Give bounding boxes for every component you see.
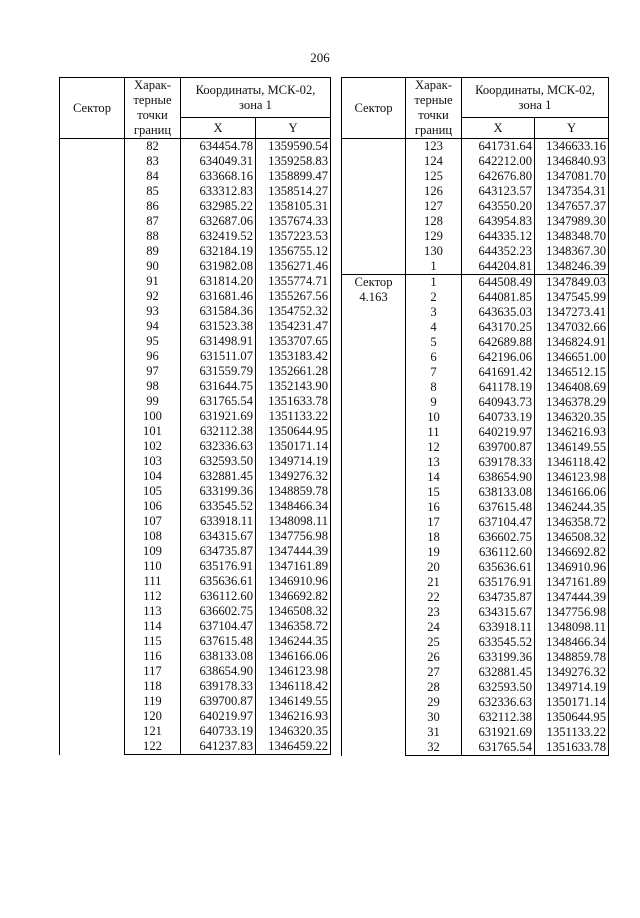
- point-number-cell: 100: [125, 409, 181, 424]
- point-number-cell: 27: [406, 665, 462, 680]
- sector-cell: [60, 139, 125, 755]
- x-coordinate-cell: 643550.20: [462, 199, 535, 214]
- header-points: Харак-терные точки границ: [125, 78, 181, 139]
- header-points: Харак-терные точки границ: [406, 78, 462, 139]
- point-number-cell: 115: [125, 634, 181, 649]
- x-coordinate-cell: 631814.20: [181, 274, 256, 289]
- point-number-cell: 10: [406, 410, 462, 425]
- y-coordinate-cell: 1346508.32: [256, 604, 331, 619]
- y-coordinate-cell: 1354231.47: [256, 319, 331, 334]
- y-coordinate-cell: 1350644.95: [535, 710, 609, 725]
- sector-cell: [342, 139, 406, 275]
- y-coordinate-cell: 1351633.78: [256, 394, 331, 409]
- x-coordinate-cell: 638654.90: [181, 664, 256, 679]
- y-coordinate-cell: 1347849.03: [535, 275, 609, 291]
- y-coordinate-cell: 1348098.11: [535, 620, 609, 635]
- x-coordinate-cell: 632112.38: [181, 424, 256, 439]
- point-number-cell: 4: [406, 320, 462, 335]
- header-coordinates: Координаты, МСК-02, зона 1: [181, 78, 331, 118]
- point-number-cell: 82: [125, 139, 181, 155]
- y-coordinate-cell: 1346149.55: [535, 440, 609, 455]
- header-y: Y: [256, 118, 331, 139]
- x-coordinate-cell: 631498.91: [181, 334, 256, 349]
- point-number-cell: 116: [125, 649, 181, 664]
- y-coordinate-cell: 1346910.96: [535, 560, 609, 575]
- point-number-cell: 126: [406, 184, 462, 199]
- x-coordinate-cell: 640219.97: [181, 709, 256, 724]
- x-coordinate-cell: 644081.85: [462, 290, 535, 305]
- x-coordinate-cell: 631559.79: [181, 364, 256, 379]
- x-coordinate-cell: 632881.45: [181, 469, 256, 484]
- x-coordinate-cell: 642689.88: [462, 335, 535, 350]
- x-coordinate-cell: 638654.90: [462, 470, 535, 485]
- point-number-cell: 108: [125, 529, 181, 544]
- header-x: X: [181, 118, 256, 139]
- x-coordinate-cell: 635176.91: [462, 575, 535, 590]
- x-coordinate-cell: 639700.87: [181, 694, 256, 709]
- y-coordinate-cell: 1347161.89: [256, 559, 331, 574]
- y-coordinate-cell: 1346824.91: [535, 335, 609, 350]
- header-coordinates: Координаты, МСК-02, зона 1: [462, 78, 609, 118]
- y-coordinate-cell: 1348348.70: [535, 229, 609, 244]
- x-coordinate-cell: 643123.57: [462, 184, 535, 199]
- point-number-cell: 3: [406, 305, 462, 320]
- y-coordinate-cell: 1357223.53: [256, 229, 331, 244]
- point-number-cell: 30: [406, 710, 462, 725]
- x-coordinate-cell: 631982.08: [181, 259, 256, 274]
- x-coordinate-cell: 633312.83: [181, 184, 256, 199]
- point-number-cell: 120: [125, 709, 181, 724]
- x-coordinate-cell: 636602.75: [462, 530, 535, 545]
- point-number-cell: 1: [406, 259, 462, 275]
- y-coordinate-cell: 1356271.46: [256, 259, 331, 274]
- point-number-cell: 91: [125, 274, 181, 289]
- point-number-cell: 119: [125, 694, 181, 709]
- y-coordinate-cell: 1351133.22: [535, 725, 609, 740]
- coordinates-table-right: [341, 77, 609, 756]
- x-coordinate-cell: 643635.03: [462, 305, 535, 320]
- point-number-cell: 7: [406, 365, 462, 380]
- point-number-cell: 85: [125, 184, 181, 199]
- x-coordinate-cell: 632184.19: [181, 244, 256, 259]
- x-coordinate-cell: 637615.48: [181, 634, 256, 649]
- y-coordinate-cell: 1347657.37: [535, 199, 609, 214]
- y-coordinate-cell: 1347756.98: [535, 605, 609, 620]
- point-number-cell: 22: [406, 590, 462, 605]
- y-coordinate-cell: 1358514.27: [256, 184, 331, 199]
- x-coordinate-cell: 631511.07: [181, 349, 256, 364]
- x-coordinate-cell: 644204.81: [462, 259, 535, 275]
- x-coordinate-cell: 641731.64: [462, 139, 535, 155]
- point-number-cell: 129: [406, 229, 462, 244]
- x-coordinate-cell: 631681.46: [181, 289, 256, 304]
- y-coordinate-cell: 1346512.15: [535, 365, 609, 380]
- x-coordinate-cell: 637615.48: [462, 500, 535, 515]
- y-coordinate-cell: 1346910.96: [256, 574, 331, 589]
- y-coordinate-cell: 1348098.11: [256, 514, 331, 529]
- x-coordinate-cell: 636602.75: [181, 604, 256, 619]
- y-coordinate-cell: 1347032.66: [535, 320, 609, 335]
- x-coordinate-cell: 640733.19: [462, 410, 535, 425]
- point-number-cell: 23: [406, 605, 462, 620]
- point-number-cell: 2: [406, 290, 462, 305]
- point-number-cell: 24: [406, 620, 462, 635]
- x-coordinate-cell: 631921.69: [181, 409, 256, 424]
- point-number-cell: 109: [125, 544, 181, 559]
- point-number-cell: 107: [125, 514, 181, 529]
- x-coordinate-cell: 631921.69: [462, 725, 535, 740]
- x-coordinate-cell: 631523.38: [181, 319, 256, 334]
- point-number-cell: 31: [406, 725, 462, 740]
- y-coordinate-cell: 1349714.19: [256, 454, 331, 469]
- y-coordinate-cell: 1348466.34: [535, 635, 609, 650]
- y-coordinate-cell: 1359590.54: [256, 139, 331, 155]
- x-coordinate-cell: 641237.83: [181, 739, 256, 755]
- x-coordinate-cell: 637104.47: [181, 619, 256, 634]
- point-number-cell: 125: [406, 169, 462, 184]
- x-coordinate-cell: 643954.83: [462, 214, 535, 229]
- point-number-cell: 118: [125, 679, 181, 694]
- point-number-cell: 98: [125, 379, 181, 394]
- x-coordinate-cell: 639178.33: [181, 679, 256, 694]
- table-row: [60, 139, 331, 155]
- y-coordinate-cell: 1347989.30: [535, 214, 609, 229]
- x-coordinate-cell: 640219.97: [462, 425, 535, 440]
- y-coordinate-cell: 1348859.78: [535, 650, 609, 665]
- point-number-cell: 128: [406, 214, 462, 229]
- point-number-cell: 16: [406, 500, 462, 515]
- y-coordinate-cell: 1350171.14: [256, 439, 331, 454]
- x-coordinate-cell: 640943.73: [462, 395, 535, 410]
- point-number-cell: 102: [125, 439, 181, 454]
- x-coordinate-cell: 643170.25: [462, 320, 535, 335]
- point-number-cell: 95: [125, 334, 181, 349]
- y-coordinate-cell: 1346123.98: [535, 470, 609, 485]
- point-number-cell: 130: [406, 244, 462, 259]
- x-coordinate-cell: 633918.11: [462, 620, 535, 635]
- y-coordinate-cell: 1346166.06: [256, 649, 331, 664]
- x-coordinate-cell: 642676.80: [462, 169, 535, 184]
- y-coordinate-cell: 1353183.42: [256, 349, 331, 364]
- x-coordinate-cell: 632419.52: [181, 229, 256, 244]
- point-number-cell: 17: [406, 515, 462, 530]
- x-coordinate-cell: 633918.11: [181, 514, 256, 529]
- point-number-cell: 103: [125, 454, 181, 469]
- point-number-cell: 99: [125, 394, 181, 409]
- point-number-cell: 101: [125, 424, 181, 439]
- point-number-cell: 18: [406, 530, 462, 545]
- x-coordinate-cell: 641178.19: [462, 380, 535, 395]
- point-number-cell: 14: [406, 470, 462, 485]
- x-coordinate-cell: 632112.38: [462, 710, 535, 725]
- y-coordinate-cell: 1346378.29: [535, 395, 609, 410]
- y-coordinate-cell: 1346149.55: [256, 694, 331, 709]
- y-coordinate-cell: 1349714.19: [535, 680, 609, 695]
- point-number-cell: 86: [125, 199, 181, 214]
- y-coordinate-cell: 1347161.89: [535, 575, 609, 590]
- x-coordinate-cell: 632336.63: [181, 439, 256, 454]
- x-coordinate-cell: 632593.50: [462, 680, 535, 695]
- x-coordinate-cell: 634454.78: [181, 139, 256, 155]
- x-coordinate-cell: 632593.50: [181, 454, 256, 469]
- x-coordinate-cell: 632336.63: [462, 695, 535, 710]
- point-number-cell: 20: [406, 560, 462, 575]
- x-coordinate-cell: 633545.52: [181, 499, 256, 514]
- header-x: X: [462, 118, 535, 139]
- point-number-cell: 96: [125, 349, 181, 364]
- point-number-cell: 93: [125, 304, 181, 319]
- y-coordinate-cell: 1356755.12: [256, 244, 331, 259]
- x-coordinate-cell: 637104.47: [462, 515, 535, 530]
- x-coordinate-cell: 635176.91: [181, 559, 256, 574]
- x-coordinate-cell: 632881.45: [462, 665, 535, 680]
- point-number-cell: 105: [125, 484, 181, 499]
- x-coordinate-cell: 634735.87: [181, 544, 256, 559]
- y-coordinate-cell: 1347354.31: [535, 184, 609, 199]
- page-number: 206: [310, 50, 330, 65]
- y-coordinate-cell: 1346216.93: [535, 425, 609, 440]
- y-coordinate-cell: 1349276.32: [535, 665, 609, 680]
- point-number-cell: 88: [125, 229, 181, 244]
- table-row: [342, 275, 609, 291]
- header-sector: Сектор: [60, 78, 125, 139]
- point-number-cell: 13: [406, 455, 462, 470]
- point-number-cell: 117: [125, 664, 181, 679]
- x-coordinate-cell: 636112.60: [462, 545, 535, 560]
- y-coordinate-cell: 1346358.72: [535, 515, 609, 530]
- y-coordinate-cell: 1358105.31: [256, 199, 331, 214]
- y-coordinate-cell: 1348859.78: [256, 484, 331, 499]
- point-number-cell: 111: [125, 574, 181, 589]
- x-coordinate-cell: 633668.16: [181, 169, 256, 184]
- x-coordinate-cell: 638133.08: [181, 649, 256, 664]
- point-number-cell: 114: [125, 619, 181, 634]
- x-coordinate-cell: 642212.00: [462, 154, 535, 169]
- x-coordinate-cell: 633199.36: [462, 650, 535, 665]
- y-coordinate-cell: 1347081.70: [535, 169, 609, 184]
- point-number-cell: 122: [125, 739, 181, 755]
- y-coordinate-cell: 1346633.16: [535, 139, 609, 155]
- right-table-body: [342, 139, 609, 756]
- y-coordinate-cell: 1350644.95: [256, 424, 331, 439]
- y-coordinate-cell: 1352143.90: [256, 379, 331, 394]
- point-number-cell: 15: [406, 485, 462, 500]
- x-coordinate-cell: 631644.75: [181, 379, 256, 394]
- point-number-cell: 25: [406, 635, 462, 650]
- point-number-cell: 87: [125, 214, 181, 229]
- y-coordinate-cell: 1346123.98: [256, 664, 331, 679]
- y-coordinate-cell: 1347756.98: [256, 529, 331, 544]
- y-coordinate-cell: 1359258.83: [256, 154, 331, 169]
- x-coordinate-cell: 639178.33: [462, 455, 535, 470]
- point-number-cell: 26: [406, 650, 462, 665]
- left-table-body: [60, 139, 331, 755]
- sector-cell: Сектор 4.163: [342, 275, 406, 756]
- x-coordinate-cell: 641691.42: [462, 365, 535, 380]
- x-coordinate-cell: 634315.67: [462, 605, 535, 620]
- point-number-cell: 32: [406, 740, 462, 756]
- x-coordinate-cell: 631584.36: [181, 304, 256, 319]
- y-coordinate-cell: 1346118.42: [256, 679, 331, 694]
- y-coordinate-cell: 1350171.14: [535, 695, 609, 710]
- y-coordinate-cell: 1346692.82: [256, 589, 331, 604]
- point-number-cell: 19: [406, 545, 462, 560]
- y-coordinate-cell: 1348466.34: [256, 499, 331, 514]
- point-number-cell: 112: [125, 589, 181, 604]
- y-coordinate-cell: 1346320.35: [535, 410, 609, 425]
- y-coordinate-cell: 1347545.99: [535, 290, 609, 305]
- y-coordinate-cell: 1346118.42: [535, 455, 609, 470]
- y-coordinate-cell: 1349276.32: [256, 469, 331, 484]
- y-coordinate-cell: 1351633.78: [535, 740, 609, 756]
- y-coordinate-cell: 1346244.35: [535, 500, 609, 515]
- x-coordinate-cell: 638133.08: [462, 485, 535, 500]
- y-coordinate-cell: 1346320.35: [256, 724, 331, 739]
- x-coordinate-cell: 634315.67: [181, 529, 256, 544]
- y-coordinate-cell: 1354752.32: [256, 304, 331, 319]
- point-number-cell: 83: [125, 154, 181, 169]
- header-y: Y: [535, 118, 609, 139]
- point-number-cell: 84: [125, 169, 181, 184]
- point-number-cell: 110: [125, 559, 181, 574]
- x-coordinate-cell: 634049.31: [181, 154, 256, 169]
- point-number-cell: 121: [125, 724, 181, 739]
- y-coordinate-cell: 1353707.65: [256, 334, 331, 349]
- y-coordinate-cell: 1358899.47: [256, 169, 331, 184]
- header-sector: Сектор: [342, 78, 406, 139]
- y-coordinate-cell: 1347444.39: [256, 544, 331, 559]
- x-coordinate-cell: 644335.12: [462, 229, 535, 244]
- point-number-cell: 90: [125, 259, 181, 274]
- point-number-cell: 94: [125, 319, 181, 334]
- x-coordinate-cell: 634735.87: [462, 590, 535, 605]
- point-number-cell: 8: [406, 380, 462, 395]
- x-coordinate-cell: 631765.54: [181, 394, 256, 409]
- x-coordinate-cell: 631765.54: [462, 740, 535, 756]
- y-coordinate-cell: 1352661.28: [256, 364, 331, 379]
- y-coordinate-cell: 1346244.35: [256, 634, 331, 649]
- table-row: [342, 139, 609, 155]
- x-coordinate-cell: 639700.87: [462, 440, 535, 455]
- y-coordinate-cell: 1357674.33: [256, 214, 331, 229]
- point-number-cell: 6: [406, 350, 462, 365]
- coordinates-table-left: [59, 77, 331, 755]
- y-coordinate-cell: 1346651.00: [535, 350, 609, 365]
- y-coordinate-cell: 1346692.82: [535, 545, 609, 560]
- x-coordinate-cell: 636112.60: [181, 589, 256, 604]
- y-coordinate-cell: 1346358.72: [256, 619, 331, 634]
- y-coordinate-cell: 1346508.32: [535, 530, 609, 545]
- x-coordinate-cell: 633199.36: [181, 484, 256, 499]
- y-coordinate-cell: 1348367.30: [535, 244, 609, 259]
- point-number-cell: 123: [406, 139, 462, 155]
- point-number-cell: 5: [406, 335, 462, 350]
- y-coordinate-cell: 1346216.93: [256, 709, 331, 724]
- point-number-cell: 113: [125, 604, 181, 619]
- x-coordinate-cell: 632687.06: [181, 214, 256, 229]
- y-coordinate-cell: 1355267.56: [256, 289, 331, 304]
- point-number-cell: 89: [125, 244, 181, 259]
- x-coordinate-cell: 644352.23: [462, 244, 535, 259]
- point-number-cell: 29: [406, 695, 462, 710]
- y-coordinate-cell: 1346840.93: [535, 154, 609, 169]
- point-number-cell: 127: [406, 199, 462, 214]
- point-number-cell: 97: [125, 364, 181, 379]
- x-coordinate-cell: 644508.49: [462, 275, 535, 291]
- y-coordinate-cell: 1351133.22: [256, 409, 331, 424]
- y-coordinate-cell: 1346459.22: [256, 739, 331, 755]
- x-coordinate-cell: 642196.06: [462, 350, 535, 365]
- y-coordinate-cell: 1346166.06: [535, 485, 609, 500]
- point-number-cell: 1: [406, 275, 462, 291]
- point-number-cell: 21: [406, 575, 462, 590]
- point-number-cell: 104: [125, 469, 181, 484]
- point-number-cell: 11: [406, 425, 462, 440]
- x-coordinate-cell: 640733.19: [181, 724, 256, 739]
- x-coordinate-cell: 635636.61: [181, 574, 256, 589]
- y-coordinate-cell: 1347444.39: [535, 590, 609, 605]
- y-coordinate-cell: 1347273.41: [535, 305, 609, 320]
- y-coordinate-cell: 1348246.39: [535, 259, 609, 275]
- x-coordinate-cell: 633545.52: [462, 635, 535, 650]
- point-number-cell: 92: [125, 289, 181, 304]
- point-number-cell: 106: [125, 499, 181, 514]
- point-number-cell: 28: [406, 680, 462, 695]
- point-number-cell: 12: [406, 440, 462, 455]
- point-number-cell: 9: [406, 395, 462, 410]
- x-coordinate-cell: 632985.22: [181, 199, 256, 214]
- y-coordinate-cell: 1355774.71: [256, 274, 331, 289]
- point-number-cell: 124: [406, 154, 462, 169]
- y-coordinate-cell: 1346408.69: [535, 380, 609, 395]
- x-coordinate-cell: 635636.61: [462, 560, 535, 575]
